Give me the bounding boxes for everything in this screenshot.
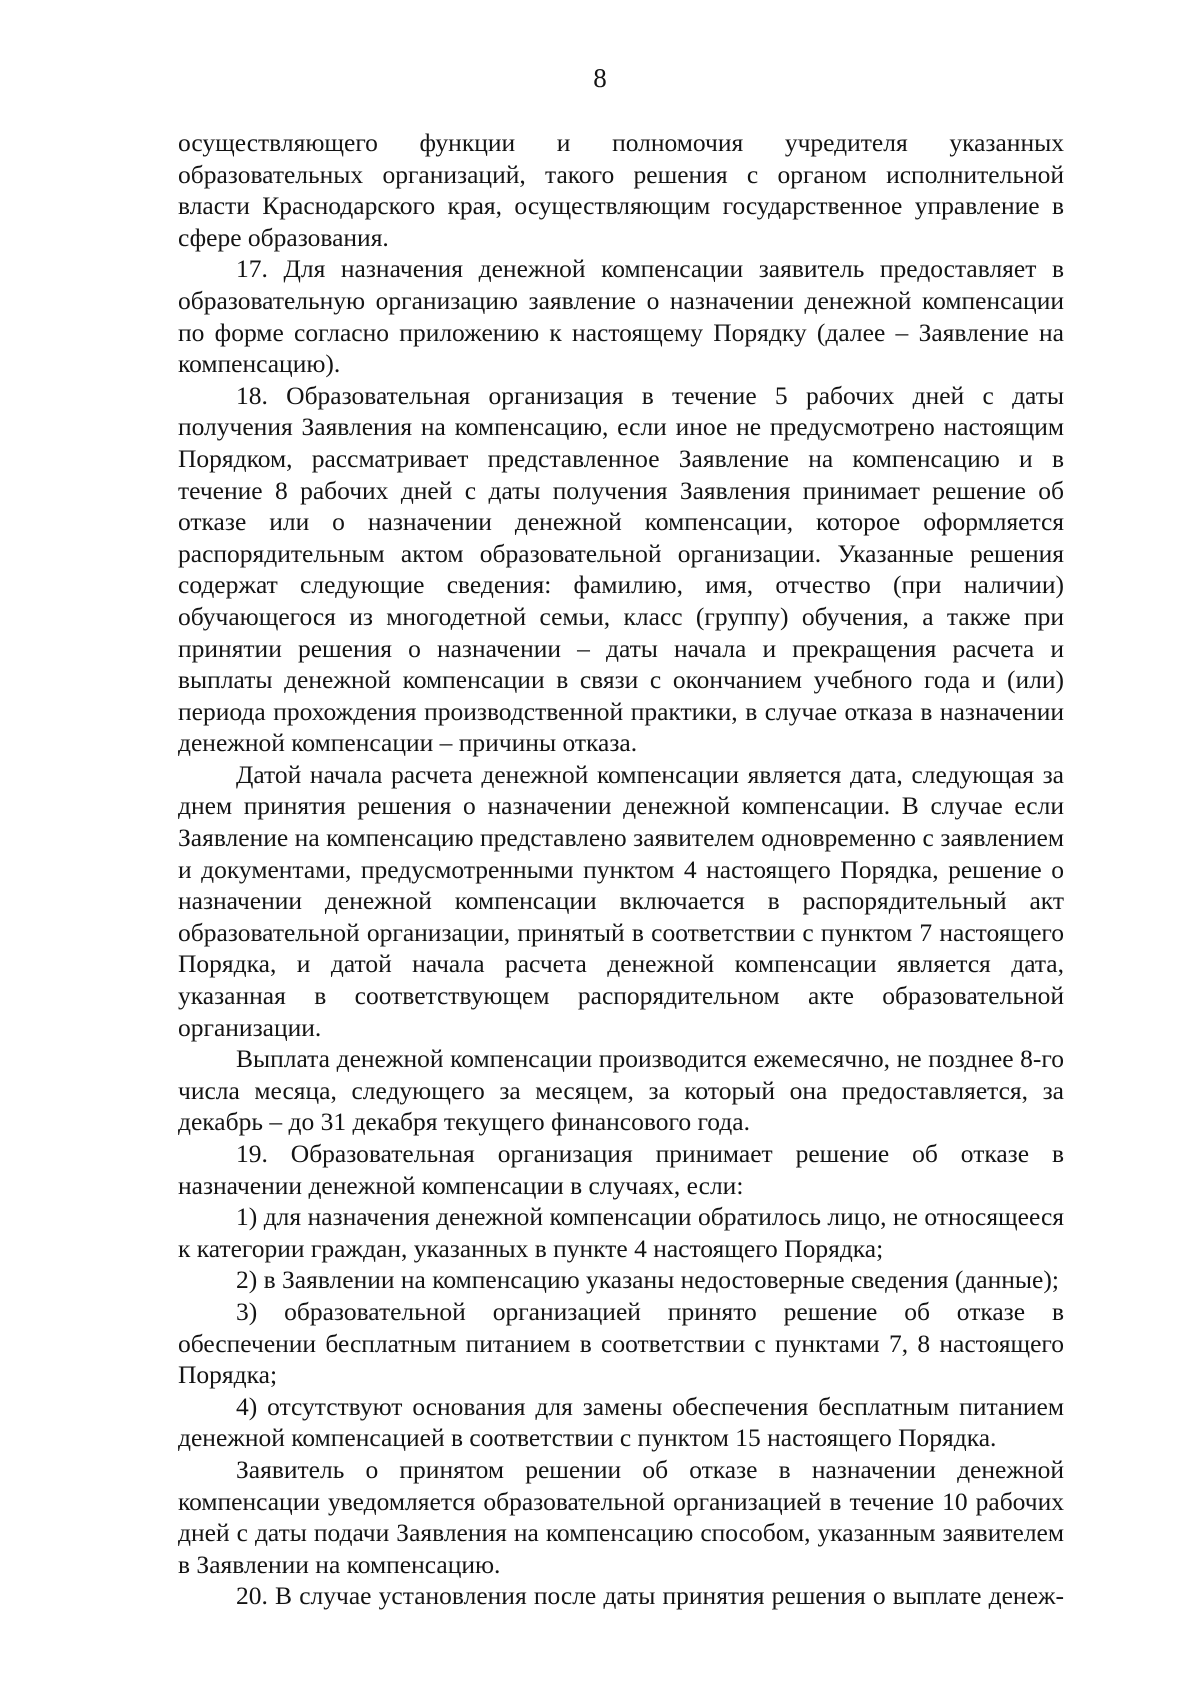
document-body	[178, 127, 1064, 1612]
paragraph-18-payment: Выплата денежной компенсации производится ежемесячно, не позднее 8-го числа месяца, следующего за месяцем, за который она предоставляется, за декабрь – до 31 декабря текущего финансового года.	[178, 1044, 1064, 1137]
paragraph-17: 17. Для назначения денежной компенсации заявитель предоставляет в образовательную организацию заявление о назначении денежной компенсации по форме согласно приложению к настоящему Порядку (далее – Заявление на компенсацию).	[178, 254, 1064, 379]
paragraph-18: 18. Образовательная организация в течение 5 рабочих дней с даты получения Заявления на компенсацию, если иное не предусмотрено настоящим Порядком, рассматривает представленное Заявление на компенсацию и в течение 8 рабочих дней с даты получения Заявления принимает решение об отказе или о назначении денежной компенсации, которое оформляется распорядительным актом образовательной организации. Указанные решения содержат следующие сведения: фамилию, имя, отчество (при наличии) обучающегося из многодетной семьи, класс (группу) обучения, а также при принятии решения о назначении – даты начала и прекращения расчета и выплаты денежной компенсации в связи с окончанием учебного года и (или) периода прохождения производственной практики, в случае отказа в назначении денежной компенсации – причины отказа.	[178, 380, 1064, 758]
paragraph-19-notification: Заявитель о принятом решении об отказе в назначении денежной компенсации уведомляется образовательной организацией в течение 10 рабочих дней с даты подачи Заявления на компенсацию способом, указанным заявителем в Заявлении на компенсацию.	[178, 1454, 1064, 1579]
paragraph-19-item-4: 4) отсутствуют основания для замены обеспечения бесплатным питанием денежной компенсацией в соответствии с пунктом 15 настоящего Порядка.	[178, 1391, 1064, 1453]
paragraph-19: 19. Образовательная организация принимает решение об отказе в назначении денежной компенсации в случаях, если:	[178, 1139, 1064, 1200]
paragraph-19-item-2: 2) в Заявлении на компенсацию указаны недостоверные сведения (данные);	[236, 1265, 1059, 1295]
page-number: 8	[593, 63, 607, 93]
paragraph-19-item-1: 1) для назначения денежной компенсации обратилось лицо, не относящееся к категории граждан, указанных в пункте 4 настоящего Порядка;	[178, 1202, 1064, 1263]
paragraph-18-start-date: Датой начала расчета денежной компенсации является дата, следующая за днем принятия решения о назначении денежной компенсации. В случае если Заявление на компенсацию представлено заявителем одновременно с заявлением и документами, предусмотренными пунктом 4 настоящего Порядка, решение о назначении денежной компенсации включается в распорядительный акт образовательной организации, принятый в соответствии с пунктом 7 настоящего Порядка, и датой начала расчета денежной компенсации является дата, указанная в соответствующем распорядительном акте образовательной организации.	[178, 759, 1064, 1042]
paragraph-20: 20. В случае установления после даты принятия решения о выплате денеж-	[236, 1581, 1064, 1611]
paragraph-continuation: осуществляющего функции и полномочия учредителя указанных образовательных организаций, такого решения с органом исполнительной власти Краснодарского края, осуществляющим государственное управление в сфере образования.	[178, 128, 1064, 252]
paragraph-19-item-3: 3) образовательной организацией принято решение об отказе в обеспечении бесплатным питанием в соответствии с пунктами 7, 8 настоящего Порядка;	[178, 1296, 1064, 1390]
